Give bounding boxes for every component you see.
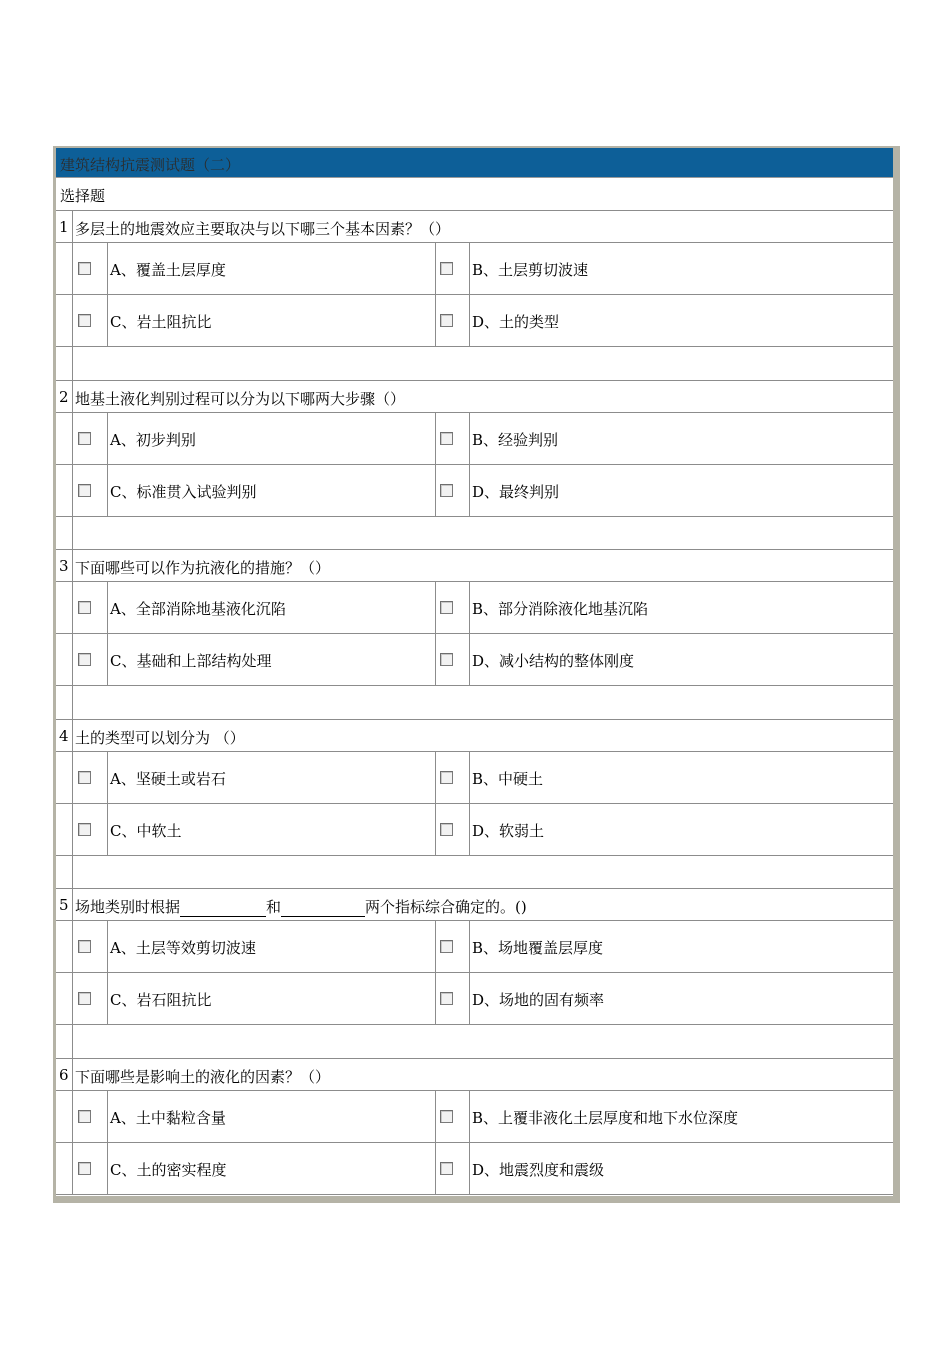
option-label: D、土的类型: [472, 313, 560, 331]
option-label: C、岩石阻抗比: [110, 991, 212, 1009]
checkbox[interactable]: [78, 771, 91, 784]
question-text: [75, 896, 527, 917]
fill-blank: [281, 901, 365, 917]
option-label: A、坚硬土或岩石: [110, 770, 226, 788]
checkbox[interactable]: [440, 262, 453, 275]
option-row: [56, 1143, 893, 1195]
checkbox[interactable]: [78, 1110, 91, 1123]
checkbox[interactable]: [440, 484, 453, 497]
title-bar: [56, 148, 893, 178]
column-divider: [107, 634, 108, 685]
column-divider: [107, 804, 108, 855]
column-divider: [435, 582, 436, 633]
column-divider: [107, 921, 108, 972]
spacer-row: [56, 1025, 893, 1059]
option-label: B、部分消除液化地基沉陷: [472, 600, 649, 618]
option-label: D、最终判别: [472, 483, 560, 501]
column-divider: [435, 1091, 436, 1142]
column-divider: [469, 921, 470, 972]
column-divider: [107, 295, 108, 346]
column-divider: [72, 550, 73, 581]
question-row: [56, 381, 893, 413]
question-text: 多层土的地震效应主要取决与以下哪三个基本因素？（）: [75, 220, 451, 238]
checkbox[interactable]: [440, 1110, 453, 1123]
column-divider: [72, 889, 73, 920]
column-divider: [469, 413, 470, 464]
question-row: [56, 1059, 893, 1091]
option-row: [56, 973, 893, 1025]
option-label: A、土中黏粒含量: [110, 1109, 226, 1127]
column-divider: [435, 295, 436, 346]
checkbox[interactable]: [440, 771, 453, 784]
column-divider: [435, 973, 436, 1024]
checkbox[interactable]: [440, 823, 453, 836]
column-divider: [72, 973, 73, 1024]
column-divider: [72, 1143, 73, 1194]
option-label: B、场地覆盖层厚度: [472, 939, 604, 957]
option-row: [56, 1091, 893, 1143]
spacer-row: [56, 517, 893, 550]
column-divider: [72, 921, 73, 972]
column-divider: [469, 973, 470, 1024]
column-divider: [469, 1143, 470, 1194]
column-divider: [72, 243, 73, 294]
option-label: D、地震烈度和震级: [472, 1161, 605, 1179]
option-label: C、中软土: [110, 822, 182, 840]
column-divider: [72, 295, 73, 346]
column-divider: [107, 582, 108, 633]
column-divider: [72, 686, 73, 719]
column-divider: [72, 517, 73, 549]
question-number: 6: [59, 1066, 69, 1084]
question-row: [56, 720, 893, 752]
question-row: [56, 211, 893, 243]
option-row: [56, 634, 893, 686]
checkbox[interactable]: [78, 940, 91, 953]
column-divider: [72, 413, 73, 464]
option-row: [56, 295, 893, 347]
option-row: [56, 921, 893, 973]
column-divider: [107, 243, 108, 294]
option-label: C、岩土阻抗比: [110, 313, 212, 331]
question-text: 下面哪些可以作为抗液化的措施？（）: [75, 559, 331, 577]
checkbox[interactable]: [78, 1162, 91, 1175]
column-divider: [435, 804, 436, 855]
option-label: C、土的密实程度: [110, 1161, 227, 1179]
question-number: 2: [59, 388, 69, 406]
column-divider: [72, 381, 73, 412]
column-divider: [469, 752, 470, 803]
column-divider: [435, 634, 436, 685]
option-label: B、土层剪切波速: [472, 261, 589, 279]
column-divider: [435, 243, 436, 294]
option-row: [56, 582, 893, 634]
spacer-row: [56, 856, 893, 889]
column-divider: [72, 1025, 73, 1058]
column-divider: [469, 465, 470, 516]
option-label: B、上覆非液化土层厚度和地下水位深度: [472, 1109, 739, 1127]
column-divider: [72, 752, 73, 803]
question-text-part: 两个指标综合确定的。(): [365, 898, 527, 916]
option-row: [56, 413, 893, 465]
question-text: 地基土液化判别过程可以分为以下哪两大步骤（）: [75, 390, 406, 408]
column-divider: [72, 1091, 73, 1142]
option-label: B、经验判别: [472, 431, 559, 449]
section-row: [56, 178, 893, 211]
page-title: 建筑结构抗震测试题（二）: [60, 156, 241, 174]
column-divider: [107, 1091, 108, 1142]
checkbox[interactable]: [440, 992, 453, 1005]
checkbox[interactable]: [78, 262, 91, 275]
checkbox[interactable]: [440, 432, 453, 445]
option-row: [56, 243, 893, 295]
spacer-row: [56, 347, 893, 381]
column-divider: [435, 752, 436, 803]
column-divider: [469, 295, 470, 346]
checkbox[interactable]: [78, 653, 91, 666]
option-label: A、初步判别: [110, 431, 196, 449]
option-row: [56, 465, 893, 517]
question-text: 下面哪些是影响土的液化的因素？（）: [75, 1068, 331, 1086]
question-number: 4: [59, 727, 69, 745]
question-text-part: 场地类别时根据: [75, 898, 181, 916]
option-label: A、土层等效剪切波速: [110, 939, 256, 957]
option-label: A、覆盖土层厚度: [110, 261, 226, 279]
column-divider: [469, 243, 470, 294]
column-divider: [72, 465, 73, 516]
checkbox[interactable]: [440, 601, 453, 614]
column-divider: [107, 1143, 108, 1194]
column-divider: [72, 582, 73, 633]
column-divider: [72, 211, 73, 242]
checkbox[interactable]: [440, 314, 453, 327]
column-divider: [72, 634, 73, 685]
option-label: C、标准贯入试验判别: [110, 483, 257, 501]
column-divider: [435, 465, 436, 516]
column-divider: [72, 1059, 73, 1090]
column-divider: [72, 804, 73, 855]
option-row: [56, 752, 893, 804]
quiz-table: [56, 148, 893, 1196]
checkbox[interactable]: [78, 992, 91, 1005]
fill-blank: [180, 901, 266, 917]
column-divider: [107, 752, 108, 803]
column-divider: [72, 347, 73, 380]
option-row: [56, 804, 893, 856]
checkbox[interactable]: [440, 653, 453, 666]
question-number: 5: [59, 896, 69, 914]
column-divider: [469, 582, 470, 633]
checkbox[interactable]: [78, 432, 91, 445]
question-text-part: 和: [266, 898, 282, 916]
column-divider: [435, 1143, 436, 1194]
option-label: A、全部消除地基液化沉陷: [110, 600, 286, 618]
checkbox[interactable]: [440, 1162, 453, 1175]
column-divider: [469, 804, 470, 855]
column-divider: [107, 413, 108, 464]
column-divider: [107, 973, 108, 1024]
question-number: 3: [59, 557, 69, 575]
option-label: D、减小结构的整体刚度: [472, 652, 635, 670]
question-row: [56, 889, 893, 921]
checkbox[interactable]: [440, 940, 453, 953]
checkbox[interactable]: [78, 484, 91, 497]
option-label: B、中硬土: [472, 770, 544, 788]
column-divider: [72, 720, 73, 751]
checkbox[interactable]: [78, 601, 91, 614]
section-label: 选择题: [60, 187, 106, 205]
question-number: 1: [59, 218, 69, 236]
column-divider: [469, 634, 470, 685]
option-label: D、软弱土: [472, 822, 545, 840]
column-divider: [435, 921, 436, 972]
column-divider: [72, 856, 73, 888]
checkbox[interactable]: [78, 314, 91, 327]
column-divider: [107, 465, 108, 516]
column-divider: [435, 413, 436, 464]
question-text: 土的类型可以划分为 （）: [75, 729, 245, 747]
question-row: [56, 550, 893, 582]
checkbox[interactable]: [78, 823, 91, 836]
option-label: D、场地的固有频率: [472, 991, 605, 1009]
spacer-row: [56, 686, 893, 720]
column-divider: [469, 1091, 470, 1142]
option-label: C、基础和上部结构处理: [110, 652, 272, 670]
